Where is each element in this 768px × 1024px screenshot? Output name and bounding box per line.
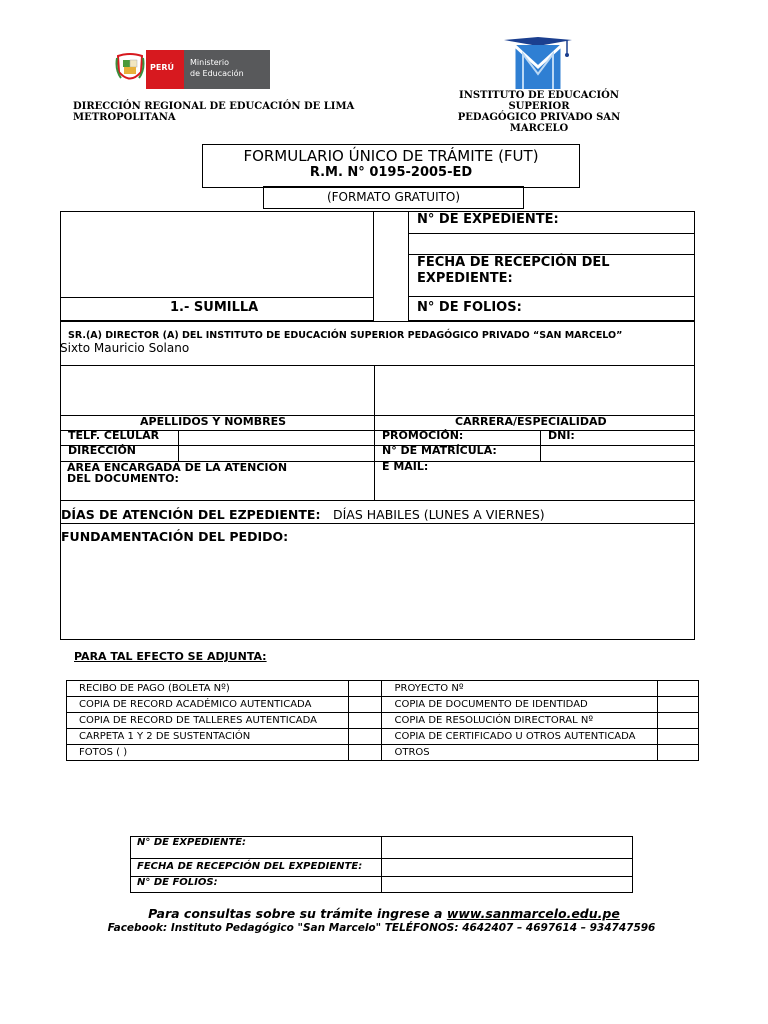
attachment-left-label: FOTOS ( ) xyxy=(67,745,349,761)
folios-label: N° DE FOLIOS: xyxy=(417,300,522,315)
apellidos-field[interactable] xyxy=(61,366,373,415)
peru-coat-of-arms-icon xyxy=(115,52,145,86)
free-format-label: (FORMATO GRATUITO) xyxy=(326,190,461,204)
attachment-left-label: COPIA DE RECORD ACADÉMICO AUTENTICADA xyxy=(67,697,349,713)
institute-logo-icon xyxy=(503,36,573,90)
attachment-right-check[interactable] xyxy=(658,729,699,745)
expediente-label: N° DE EXPEDIENTE: xyxy=(417,212,559,227)
carrera-label: CARRERA/ESPECIALIDAD xyxy=(455,415,607,428)
telf-label: TELF. CELULAR xyxy=(68,429,160,442)
receipt-row xyxy=(131,877,633,893)
attachment-row xyxy=(67,745,699,761)
director-name: Sixto Mauricio Solano xyxy=(60,341,190,355)
telf-field[interactable] xyxy=(179,431,373,445)
minedu-country-text: PERÚ xyxy=(150,63,174,72)
minedu-line2: de Educación xyxy=(190,69,244,78)
minedu-peru-block xyxy=(146,50,184,89)
attachment-right-check[interactable] xyxy=(658,713,699,729)
sumilla-label: 1.- SUMILLA xyxy=(170,300,259,315)
receipt-fecha-field[interactable] xyxy=(381,859,632,877)
footer-contact: Facebook: Instituto Pedagógico "San Marcelo" TELÉFONOS: 4642407 – 4697614 – 934747596 xyxy=(107,922,656,934)
minedu-line1: Ministerio xyxy=(190,58,230,67)
attachment-right-label: COPIA DE DOCUMENTO DE IDENTIDAD xyxy=(382,697,658,713)
attachment-right-label: COPIA DE RESOLUCIÓN DIRECTORAL Nº xyxy=(382,713,658,729)
expediente-field[interactable] xyxy=(409,234,694,253)
dni-label: DNI: xyxy=(548,429,575,442)
footer-consultas-text: Para consultas sobre su trámite ingrese a xyxy=(148,906,447,921)
area-label-1: ÁREA ENCARGADA DE LA ATENCIÓN xyxy=(67,461,288,474)
regional-line-2: METROPOLITANA xyxy=(73,112,176,123)
attachment-left-check[interactable] xyxy=(348,697,382,713)
attachment-right-check[interactable] xyxy=(658,745,699,761)
matricula-label: N° DE MATRÍCULA: xyxy=(382,444,497,457)
fundamentacion-label: FUNDAMENTACIÓN DEL PEDIDO: xyxy=(61,529,289,544)
attachment-row xyxy=(67,713,699,729)
title-box xyxy=(202,144,580,188)
receipt-expediente-label: N° DE EXPEDIENTE: xyxy=(131,837,382,859)
receipt-fecha-label: FECHA DE RECEPCIÓN DEL EXPEDIENTE: xyxy=(131,859,382,877)
website-link[interactable]: www.sanmarcelo.edu.pe xyxy=(446,906,620,921)
institute-line-2: PEDAGÓGICO PRIVADO SAN MARCELO xyxy=(457,112,621,134)
fundamentacion-field[interactable] xyxy=(61,547,694,639)
attachment-right-label: PROYECTO Nº xyxy=(382,681,658,697)
apellidos-label: APELLIDOS Y NOMBRES xyxy=(140,415,287,428)
attachment-left-label: RECIBO DE PAGO (BOLETA Nº) xyxy=(67,681,349,697)
receipt-folios-label: N° DE FOLIOS: xyxy=(131,877,382,893)
email-label: E MAIL: xyxy=(382,460,429,473)
attachment-left-check[interactable] xyxy=(348,713,382,729)
institute-line-1: INSTITUTO DE EDUCACIÓN SUPERIOR xyxy=(459,90,619,112)
receipt-stub xyxy=(130,836,633,893)
receipt-row xyxy=(131,837,633,859)
attachment-row xyxy=(67,697,699,713)
attachment-left-label: CARPETA 1 Y 2 DE SUSTENTACIÓN xyxy=(67,729,349,745)
minedu-logo xyxy=(115,50,270,89)
attachment-left-check[interactable] xyxy=(348,729,382,745)
attachment-right-label: COPIA DE CERTIFICADO U OTROS AUTENTICADA xyxy=(382,729,658,745)
dias-value: DÍAS HABILES (LUNES A VIERNES) xyxy=(333,507,545,522)
fecha-label-1: FECHA DE RECEPCIÓN DEL xyxy=(417,255,610,270)
attachment-left-check[interactable] xyxy=(348,745,382,761)
free-format-box xyxy=(263,186,524,209)
minedu-ministry-block xyxy=(184,50,270,89)
attachment-left-label: COPIA DE RECORD DE TALLERES AUTENTICADA xyxy=(67,713,349,729)
direccion-field[interactable] xyxy=(179,446,373,460)
receipt-row xyxy=(131,859,633,877)
promocion-label: PROMOCIÓN: xyxy=(382,429,464,442)
direccion-label: DIRECCIÓN xyxy=(68,444,137,457)
sumilla-field[interactable] xyxy=(60,211,374,298)
attachment-right-label: OTROS xyxy=(382,745,658,761)
regional-direction-label xyxy=(73,101,354,123)
attachments-table xyxy=(66,680,699,761)
regional-line-1: DIRECCIÓN REGIONAL DE EDUCACIÓN DE LIMA xyxy=(73,101,355,112)
form-resolution: R.M. N° 0195-2005-ED xyxy=(309,165,473,180)
matricula-field[interactable] xyxy=(541,446,694,460)
email-field[interactable] xyxy=(375,474,694,499)
director-label: SR.(A) DIRECTOR (A) DEL INSTITUTO DE EDUCACIÓN SUPERIOR PEDAGÓGICO PRIVADO “SAN MARCELO” xyxy=(68,330,623,341)
fecha-label-2: EXPEDIENTE: xyxy=(417,271,513,286)
attachment-left-check[interactable] xyxy=(348,681,382,697)
dias-label: DÍAS DE ATENCIÓN DEL EZPEDIENTE: xyxy=(61,507,321,522)
attachment-right-check[interactable] xyxy=(658,681,699,697)
area-label-2: DEL DOCUMENTO: xyxy=(67,472,179,485)
receipt-folios-field[interactable] xyxy=(381,877,632,893)
attachment-right-check[interactable] xyxy=(658,697,699,713)
form-title: FORMULARIO ÚNICO DE TRÁMITE (FUT) xyxy=(243,147,539,165)
adjunta-heading: PARA TAL EFECTO SE ADJUNTA: xyxy=(74,650,267,663)
institute-name-label xyxy=(430,90,648,134)
footer-consultas xyxy=(0,906,768,921)
receipt-expediente-field[interactable] xyxy=(381,837,632,859)
attachment-row xyxy=(67,681,699,697)
carrera-field[interactable] xyxy=(375,366,694,415)
attachment-row xyxy=(67,729,699,745)
